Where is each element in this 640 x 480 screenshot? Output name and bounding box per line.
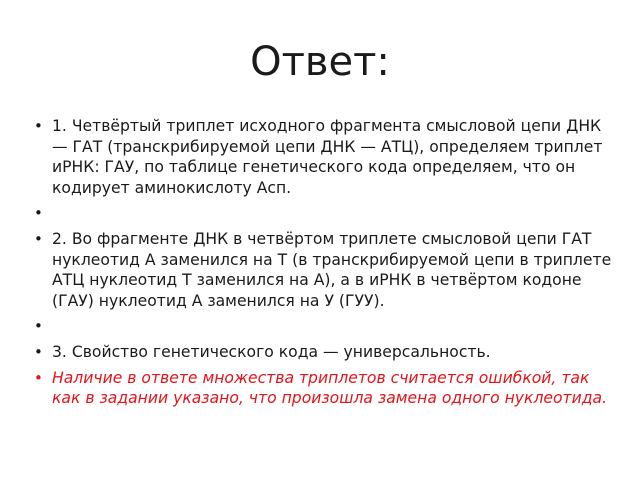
list-item-empty-2 — [32, 316, 612, 337]
bullet-icon: • — [34, 117, 43, 135]
list-item-answer-2 — [32, 229, 612, 311]
list-item-note — [32, 368, 612, 409]
bullet-icon: • — [34, 229, 43, 248]
slide-title: Ответ: — [250, 39, 390, 85]
answer-list — [32, 116, 612, 414]
answer-2-text: 2. Во фрагменте ДНК в четвёртом триплете смысловой цепи ГАТ нуклеотид А заменился на Т (в транскрибируемой цепи в триплете АТЦ нуклеотид Т заменился на А), а в иРНК в четвёртом кодоне (ГАУ) нуклеотид А заменился на У (ГУУ). — [52, 229, 612, 310]
note-text: Наличие в ответе множества триплетов считается ошибкой, так как в задании указано, что произошла замена одного нуклеотида. — [52, 368, 608, 408]
empty-text — [52, 204, 57, 222]
bullet-icon: • — [34, 368, 43, 387]
empty-text — [52, 317, 57, 335]
list-item-answer-1 — [32, 116, 612, 198]
answer-3-text: 3. Свойство генетического кода — универсальность. — [52, 342, 491, 361]
bullet-icon: • — [34, 342, 43, 361]
list-item-answer-3 — [32, 342, 612, 363]
bullet-icon: • — [34, 317, 43, 336]
answer-1-text: 1. Четвёртый триплет исходного фрагмента смысловой цепи ДНК — ГАТ (транскрибируемой цепи ДНК — АТЦ), определяем триплет иРНК: ГАУ, по таблице генетического кода определяем, что он кодирует аминокислоту Асп. — [52, 117, 603, 197]
bullet-icon: • — [34, 204, 43, 223]
list-item-empty-1 — [32, 203, 612, 224]
